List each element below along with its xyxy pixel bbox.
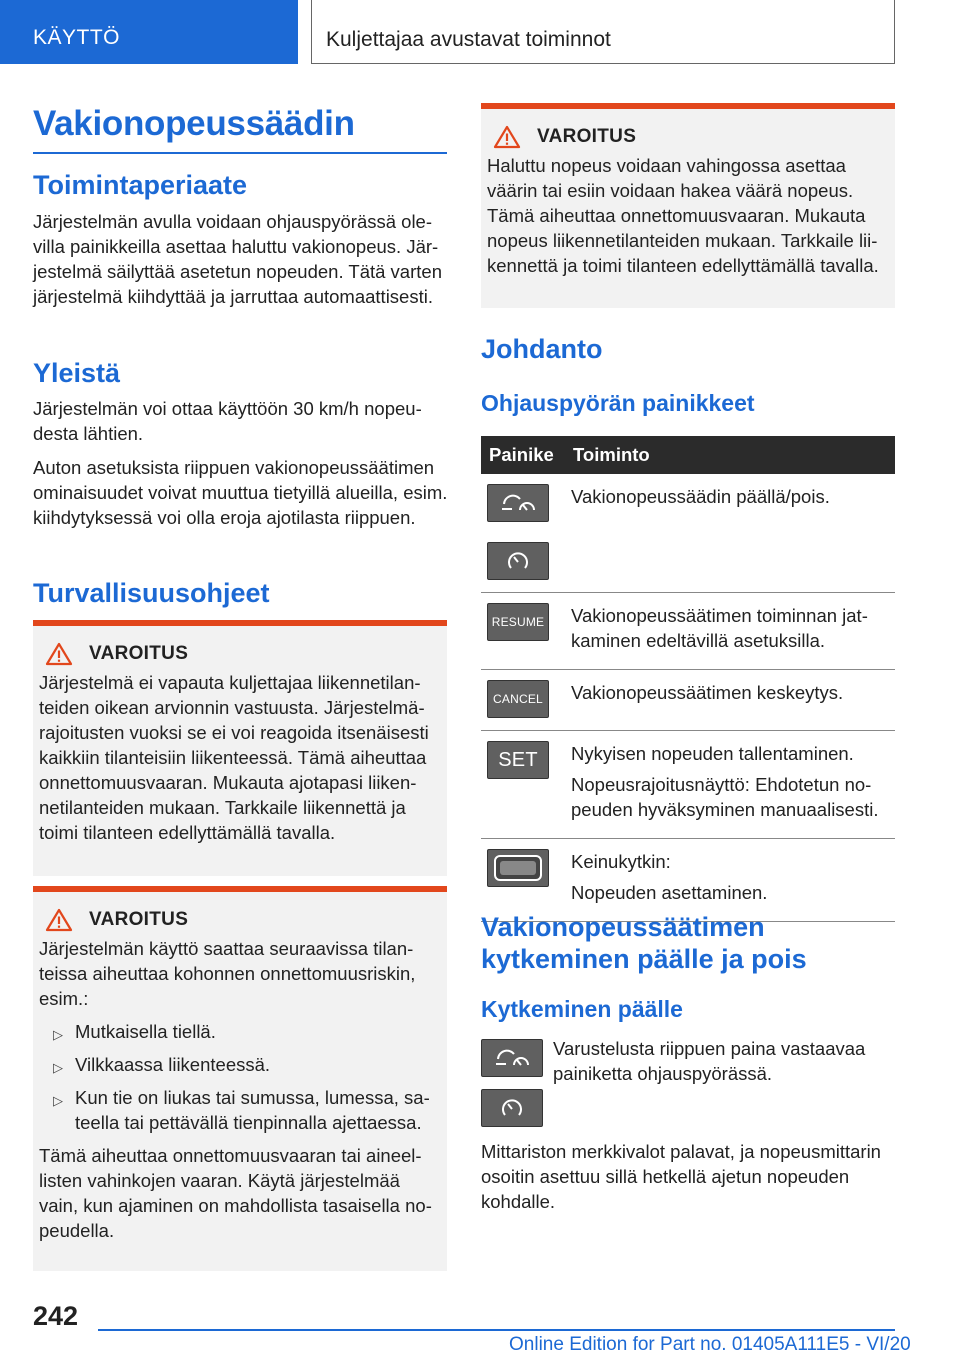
- warning-box-3: [481, 103, 895, 308]
- warning-intro: Järjestelmän käyttö saattaa seuraavissa tilanteissa aiheuttaa kohonnen onnettomuusriskin, esim.:: [39, 938, 416, 1009]
- section-tab[interactable]: KÄYTTÖ: [0, 0, 298, 64]
- switch-on-heading: Kytkeminen päälle: [481, 996, 683, 1022]
- button-label: CANCEL: [493, 691, 543, 706]
- chapter-title: Kuljettajaa avustavat toiminnot: [311, 0, 895, 64]
- table-cell-text: Nopeuden asettaminen.: [571, 882, 768, 903]
- warning-title: VAROITUS: [537, 126, 637, 147]
- warning-triangle-icon: [45, 908, 73, 932]
- cruise-icon: [487, 484, 549, 522]
- warning-box-2: [33, 886, 447, 1271]
- warning-box-1: [33, 620, 447, 876]
- cruise-icon: [481, 1039, 543, 1077]
- general-heading: Yleistä: [33, 358, 121, 388]
- table-cell-text: Vakionopeussäädin päällä/pois.: [571, 486, 830, 507]
- list-item: ▷ Kun tie on liukas tai sumussa, lumessa, sateella tai pettävällä tienpinnalla ajettaessa.: [53, 1087, 430, 1133]
- table-row: [481, 839, 895, 922]
- buttons-heading: Ohjauspyörän painikkeet: [481, 390, 755, 416]
- switch-on-text: Varustelusta riippuen paina vastaavaa painiketta ohjauspyörässä.: [553, 1038, 866, 1084]
- intro-heading: Johdanto: [481, 334, 603, 364]
- table-header-button: Painike: [481, 436, 569, 474]
- table-row: [481, 593, 895, 670]
- warning-text: Järjestelmä ei vapauta kuljettajaa liikennetilanteiden oikean arvionnin vastuusta. Järjestelmärajoitusten vuoksi se ei voi reagoida itsenäisesti kaikkiin tilanteisiin liikenteessä. Tämä aiheuttaa onnettomuusvaaran. Mukauta ajotapasi liikennetilanteiden mukaan. Tarkkaile liikennettä ja toimi tilanteen edellyttämällä tavalla.: [39, 672, 429, 843]
- table-cell-text: Vakionopeussäätimen keskeytys.: [571, 682, 844, 703]
- warning-title: VAROITUS: [89, 643, 189, 664]
- table-cell-text: Nopeusrajoitusnäyttö: Ehdotetun nopeuden hyväksyminen manuaalisesti.: [571, 774, 879, 820]
- safety-heading: Turvallisuusohjeet: [33, 578, 270, 608]
- table-row: [481, 731, 895, 839]
- bullet-triangle-icon: ▷: [53, 1027, 63, 1042]
- table-cell-text: Nykyisen nopeuden tallentaminen.: [571, 743, 854, 764]
- page-title: Vakionopeussäädin: [33, 104, 447, 154]
- table-cell-text: Keinukytkin:: [571, 851, 671, 872]
- rocker-switch-icon: [487, 849, 549, 887]
- warning-text: Haluttu nopeus voidaan vahingossa asettaa väärin tai esiin voidaan hakea väärä nopeus. Tämä aiheuttaa onnettomuusvaaran. Mukauta nopeus liikennetilanteiden mukaan. Tarkkaile liikennettä ja toimi tilanteen edellyttämällä tavalla.: [487, 155, 879, 276]
- list-item: ▷ Mutkaisella tiellä.: [39, 1019, 439, 1044]
- after-text: Mittariston merkkivalot palavat, ja nopeusmittarin osoitin asettuu sillä hetkellä ajetun nopeuden kohdalle.: [481, 1141, 881, 1212]
- table-row: [481, 474, 895, 593]
- cruise-speedo-icon: [481, 1089, 543, 1127]
- warning-outro: Tämä aiheuttaa onnettomuusvaaran tai aineellisten vahinkojen vaaran. Käytä järjestelmää vain, kun ajaminen on mahdollista tasaisella nopeudella.: [39, 1145, 432, 1241]
- principle-text: Järjestelmän avulla voidaan ohjauspyörässä olevilla painikkeilla asettaa haluttu vakionopeus. Järjestelmä säilyttää asetetun nopeuden. Tätä varten järjestelmä kiihdyttää ja jarruttaa automaattisesti.: [33, 211, 442, 307]
- cruise-speedo-icon: [487, 542, 549, 580]
- table-cell-text: Vakionopeussäätimen toiminnan jatkaminen edeltävillä asetuksilla.: [571, 605, 868, 651]
- set-icon: [487, 741, 549, 779]
- principle-heading: Toimintaperiaate: [33, 170, 248, 200]
- bullet-triangle-icon: ▷: [53, 1060, 63, 1075]
- resume-icon: [487, 603, 549, 641]
- table-header-function: Toiminto: [569, 436, 895, 474]
- button-label: SET: [498, 748, 538, 771]
- button-label: RESUME: [491, 614, 545, 629]
- general-text-1: Järjestelmän voi ottaa käyttöön 30 km/h nopeudesta lähtien.: [33, 398, 422, 444]
- general-text-2: Auton asetuksista riippuen vakionopeussäätimen ominaisuudet voivat muuttua tietyillä alueilla, esim. kiihdytyksessä voi olla eroja ajotilasta riippuen.: [33, 457, 448, 528]
- bullet-triangle-icon: ▷: [53, 1093, 63, 1108]
- table-row: [481, 670, 895, 731]
- warning-bullet-list: [39, 1019, 439, 1135]
- warning-triangle-icon: [45, 642, 73, 666]
- list-item: ▷ Vilkkaassa liikenteessä.: [39, 1052, 439, 1077]
- page-number: 242: [33, 1301, 79, 1331]
- buttons-table: [481, 436, 895, 922]
- footer-divider: [98, 1329, 895, 1331]
- edition-link[interactable]: Online Edition for Part no. 01405A111E5 - VI/20: [509, 1334, 911, 1355]
- cancel-icon: [487, 680, 549, 718]
- switch-heading: Vakionopeussäätimen kytkeminen päälle ja pois: [481, 912, 807, 974]
- warning-title: VAROITUS: [89, 909, 189, 930]
- warning-triangle-icon: [493, 125, 521, 149]
